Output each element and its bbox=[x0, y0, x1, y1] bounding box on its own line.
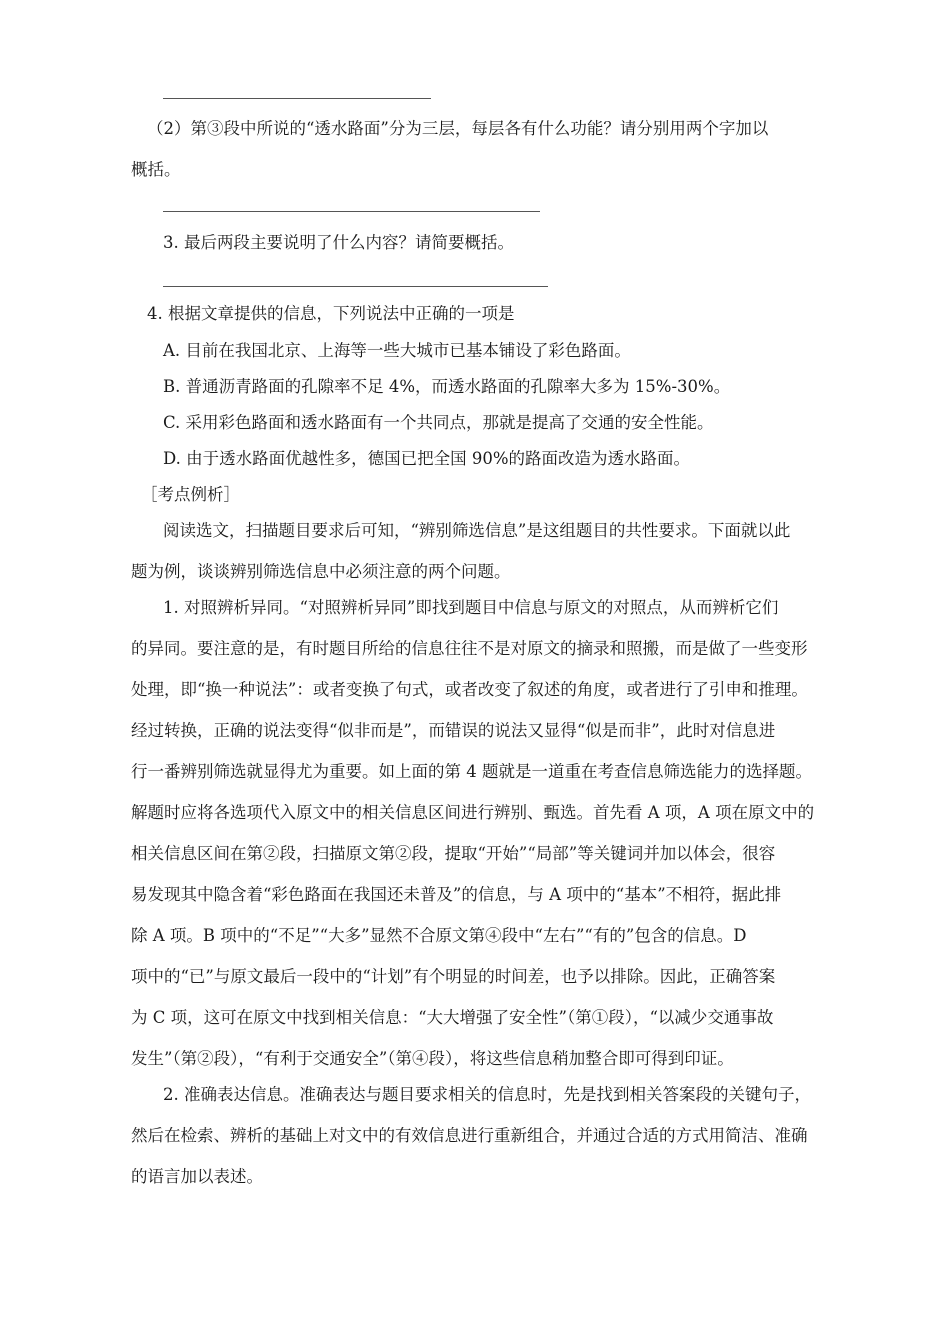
analysis-heading: ［考点例析］ bbox=[141, 485, 240, 504]
point-1-line: 为 C 项，这可在原文中找到相关信息：“大大增强了安全性”（第①段），“以减少交通事故 bbox=[131, 1008, 774, 1027]
option-b: B. 普通沥青路面的孔隙率不足 4%，而透水路面的孔隙率大多为 15%-30%。 bbox=[163, 377, 731, 396]
question-4-stem: 4. 根据文章提供的信息，下列说法中正确的一项是 bbox=[147, 304, 515, 323]
analysis-intro-line: 阅读选文，扫描题目要求后可知，“辨别筛选信息”是这组题目的共性要求。下面就以此 bbox=[163, 521, 791, 540]
point-1-line: 经过转换，正确的说法变得“似非而是”，而错误的说法又显得“似是而非”，此时对信息进 bbox=[131, 721, 776, 740]
point-1-line: 处理，即“换一种说法”：或者变换了句式，或者改变了叙述的角度，或者进行了引申和推理。 bbox=[131, 680, 808, 699]
point-2-line: 2. 准确表达信息。准确表达与题目要求相关的信息时，先是找到相关答案段的关键句子， bbox=[163, 1085, 811, 1104]
point-1-line: 相关信息区间在第②段，扫描原文第②段，提取“开始”“局部”等关键词并加以体会，很容 bbox=[131, 844, 776, 863]
point-2-line: 然后在检索、辨析的基础上对文中的有效信息进行重新组合，并通过合适的方式用简洁、准确 bbox=[131, 1126, 808, 1145]
point-2-line: 的语言加以表述。 bbox=[131, 1167, 263, 1186]
question-2-line-2: 概括。 bbox=[131, 160, 181, 179]
point-1-line: 的异同。要注意的是，有时题目所给的信息往往不是对原文的摘录和照搬，而是做了一些变形 bbox=[131, 639, 808, 658]
analysis-intro-line: 题为例，谈谈辨别筛选信息中必须注意的两个问题。 bbox=[131, 562, 511, 581]
point-1-line: 解题时应将各选项代入原文中的相关信息区间进行辨别、甄选。首先看 A 项，A 项在原文中的 bbox=[131, 803, 815, 822]
answer-line-2 bbox=[163, 211, 540, 212]
point-1-line: 行一番辨别筛选就显得尤为重要。如上面的第 4 题就是一道重在考查信息筛选能力的选择题。 bbox=[131, 762, 812, 781]
option-a: A. 目前在我国北京、上海等一些大城市已基本铺设了彩色路面。 bbox=[163, 341, 631, 360]
point-1-line: 项中的“已”与原文最后一段中的“计划”有个明显的时间差，也予以排除。因此，正确答案 bbox=[131, 967, 776, 986]
point-1-line: 易发现其中隐含着“彩色路面在我国还未普及”的信息，与 A 项中的“基本”不相符，据此排 bbox=[131, 885, 782, 904]
question-3: 3. 最后两段主要说明了什么内容？请简要概括。 bbox=[163, 233, 514, 252]
answer-line-3 bbox=[163, 286, 548, 287]
answer-line-1 bbox=[163, 98, 431, 99]
option-c: C. 采用彩色路面和透水路面有一个共同点，那就是提高了交通的安全性能。 bbox=[163, 413, 714, 432]
point-1-line: 1. 对照辨析异同。“对照辨析异同”即找到题目中信息与原文的对照点，从而辨析它们 bbox=[163, 598, 779, 617]
point-1-line: 发生”（第②段），“有利于交通安全”（第④段），将这些信息稍加整合即可得到印证。 bbox=[131, 1049, 734, 1068]
question-2-line-1: （2）第③段中所说的“透水路面”分为三层，每层各有什么功能？请分别用两个字加以 bbox=[147, 119, 769, 138]
option-d: D. 由于透水路面优越性多，德国已把全国 90%的路面改造为透水路面。 bbox=[163, 449, 691, 468]
point-1-line: 除 A 项。B 项中的“不足”“大多”显然不合原文第④段中“左右”“有的”包含的信息。D bbox=[131, 926, 747, 945]
